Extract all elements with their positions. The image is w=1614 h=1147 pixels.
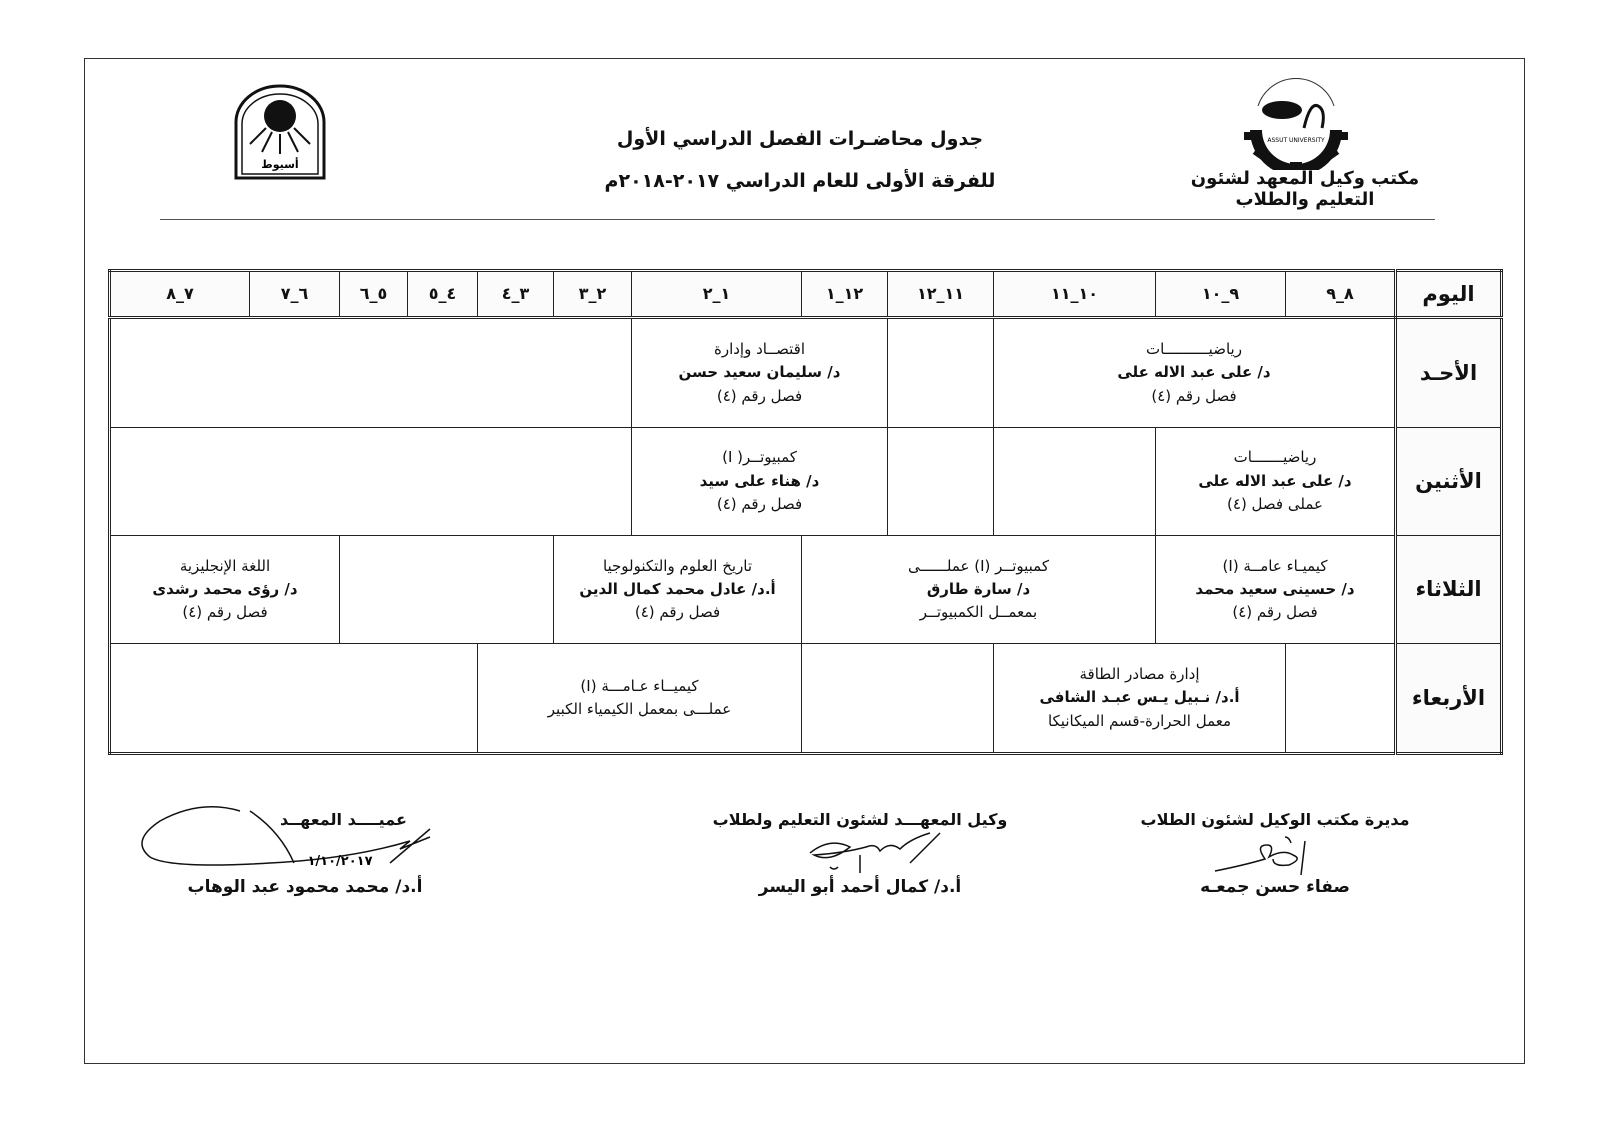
day-row-wednesday <box>110 644 1502 754</box>
session-professor: د/ على عبد الاله على <box>1117 363 1271 382</box>
session-room: فصل رقم (٤) <box>1232 603 1318 622</box>
session-subject: كيميـاء عامــة (I) <box>1222 556 1328 575</box>
time-slot-header: ٩_١٠ <box>1156 271 1286 318</box>
session-professor: أ.د/ نـبيل يـس عبـد الشافى <box>1039 688 1240 707</box>
signatory-name: أ.د/ كمال أحمد أبو اليسر <box>758 877 962 897</box>
header-row <box>110 271 1502 318</box>
handwritten-signature <box>140 829 470 877</box>
session-cell <box>802 535 1156 643</box>
svg-text:أسيوط: أسيوط <box>261 158 299 171</box>
time-slot-header: ٦_٧ <box>250 271 340 318</box>
day-row-tuesday <box>110 535 1502 643</box>
time-slot-header: ٢_٣ <box>554 271 632 318</box>
session-cell <box>110 535 340 643</box>
session-room: بمعمــل الكمبيوتــر <box>919 603 1038 622</box>
empty-cell <box>340 535 554 643</box>
session-cell <box>1156 427 1396 535</box>
time-slot-header: ١٠_١١ <box>994 271 1156 318</box>
time-slot-header: ٨_٩ <box>1286 271 1396 318</box>
university-logo <box>232 82 328 180</box>
time-slot-header: ٥_٦ <box>340 271 408 318</box>
signatory-name: صفاء حسن جمعـه <box>1200 877 1350 897</box>
empty-cell <box>110 318 632 428</box>
signature-role: مديرة مكتب الوكيل لشئون الطلاب <box>1140 810 1410 829</box>
session-room: فصل رقم (٤) <box>716 494 803 513</box>
session-room: فصل رقم (٤) <box>716 386 803 405</box>
session-cell <box>994 644 1286 754</box>
session-cell <box>632 427 888 535</box>
day-label: الأربعاء <box>1396 644 1502 754</box>
empty-cell <box>110 644 478 754</box>
empty-cell <box>888 318 994 428</box>
office-name: مكتب وكيل المعهد لشئون التعليم والطلاب <box>1190 168 1420 210</box>
session-cell <box>994 318 1396 428</box>
session-professor: د/ على عبد الاله على <box>1198 471 1352 490</box>
day-row-sunday <box>110 318 1502 428</box>
session-room: فصل رقم (٤) <box>634 603 721 622</box>
page-subtitle: للفرقة الأولى للعام الدراسي ٢٠١٧-٢٠١٨م <box>604 170 996 192</box>
session-professor: أ.د/ عادل محمد كمال الدين <box>579 579 776 598</box>
session-subject: رياضيـــــــات <box>1233 448 1317 467</box>
session-subject: كمبيوتــر( I) <box>722 448 797 467</box>
time-slot-header: ١_٢ <box>632 271 802 318</box>
session-subject: رياضيــــــــــات <box>1146 340 1242 358</box>
signature-role: عميــــد المعهــد <box>280 810 407 829</box>
day-label: الثلاثاء <box>1396 535 1502 643</box>
time-slot-header: ١١_١٢ <box>888 271 994 318</box>
session-room: معمل الحرارة-قسم الميكانيكا <box>1047 711 1232 730</box>
schedule-table <box>108 269 1503 755</box>
signature-role: وكيل المعهـــد لشئون التعليم ولطلاب <box>712 810 1008 829</box>
handwritten-date: ١/١٠/٢٠١٧ <box>307 854 373 869</box>
session-professor: د/ هناء على سيد <box>699 471 820 490</box>
handwritten-signature <box>1130 829 1420 877</box>
empty-cell <box>994 427 1156 535</box>
day-label: الأثنين <box>1396 427 1502 535</box>
session-subject: اللغة الإنجليزية <box>179 556 271 575</box>
time-slot-header: ٤_٥ <box>408 271 478 318</box>
page-title: جدول محاضـرات الفصل الدراسي الأول <box>616 128 984 150</box>
institute-logo <box>1236 78 1356 170</box>
time-slot-header: ٣_٤ <box>478 271 554 318</box>
session-professor: د/ حسينى سعيد محمد <box>1195 579 1355 598</box>
session-subject: كيميــاء عـامـــة (I) <box>580 676 699 695</box>
session-cell <box>1156 535 1396 643</box>
signature-block-office-manager <box>1130 810 1420 897</box>
empty-cell <box>802 644 994 754</box>
session-room: فصل رقم (٤) <box>1151 386 1237 405</box>
session-cell <box>632 318 888 428</box>
day-label: الأحـد <box>1396 318 1502 428</box>
session-subject: اقتصــاد وإدارة <box>713 340 806 358</box>
empty-cell <box>888 427 994 535</box>
session-room: فصل رقم (٤) <box>182 603 268 622</box>
session-cell <box>554 535 802 643</box>
session-subject: كمبيوتــر (I) عملــــــى <box>908 556 1049 575</box>
session-subject: تاريخ العلوم والتكنولوجيا <box>602 556 753 575</box>
session-room: عملـــى بمعمل الكيمياء الكبير <box>547 700 732 719</box>
day-column-header: اليوم <box>1396 271 1502 318</box>
svg-text:ASSUT UNIVERSITY: ASSUT UNIVERSITY <box>1267 137 1325 144</box>
signature-block-dean <box>140 810 470 897</box>
signature-block-vice-dean <box>690 810 1030 897</box>
session-room: عملى فصل (٤) <box>1227 494 1323 513</box>
empty-cell <box>110 427 632 535</box>
session-professor: د/ سارة طارق <box>926 579 1031 598</box>
day-row-monday <box>110 427 1502 535</box>
session-professor: د/ سليمان سعيد حسن <box>678 363 841 382</box>
empty-cell <box>1286 644 1396 754</box>
time-slot-header: ١٢_١ <box>802 271 888 318</box>
session-subject: إدارة مصادر الطاقة <box>1079 665 1200 684</box>
header-divider <box>160 219 1435 220</box>
session-cell <box>478 644 802 754</box>
handwritten-signature <box>690 829 1030 877</box>
signatory-name: أ.د/ محمد محمود عبد الوهاب <box>187 877 423 897</box>
session-professor: د/ رؤى محمد رشدى <box>152 579 298 598</box>
time-slot-header: ٧_٨ <box>110 271 250 318</box>
